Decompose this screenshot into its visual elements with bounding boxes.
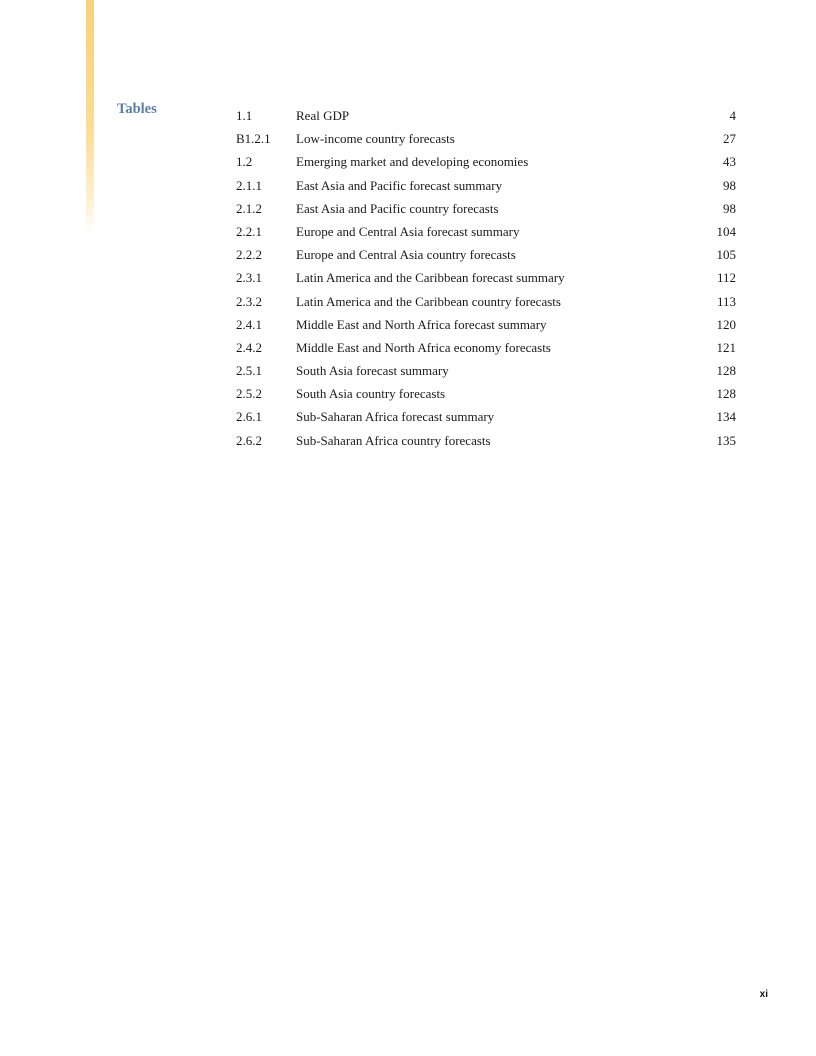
toc-entry-title: Sub-Saharan Africa forecast summary xyxy=(296,409,495,425)
toc-entry[interactable] xyxy=(236,127,736,150)
toc-entry-title: Low-income country forecasts xyxy=(296,131,455,147)
page-number: xi xyxy=(759,989,768,1000)
toc-entry[interactable] xyxy=(236,266,736,289)
toc-entry-number: B1.2.1 xyxy=(236,131,271,147)
toc-entry-page: 105 xyxy=(716,247,736,263)
toc-entry-page: 120 xyxy=(716,316,736,332)
toc-entry[interactable] xyxy=(236,313,736,336)
toc-entry-number: 2.4.1 xyxy=(236,316,262,332)
toc-entry-page: 128 xyxy=(716,363,736,379)
toc-entry-title: Emerging market and developing economies xyxy=(296,154,529,170)
toc-entry-number: 2.4.2 xyxy=(236,339,262,355)
toc-entry-number: 2.1.2 xyxy=(236,200,262,216)
toc-entry-page: 98 xyxy=(723,200,736,216)
section-heading: Tables xyxy=(117,101,157,117)
toc-entry-page: 43 xyxy=(723,154,736,170)
toc-entry-title: Latin America and the Caribbean forecast summary xyxy=(296,270,565,286)
toc-entry-number: 2.3.2 xyxy=(236,293,262,309)
toc-entry[interactable] xyxy=(236,405,736,428)
toc-entry-page: 134 xyxy=(716,409,736,425)
toc-entry-number: 1.2 xyxy=(236,154,253,170)
toc-entry[interactable] xyxy=(236,290,736,313)
toc-entry-title: East Asia and Pacific country forecasts xyxy=(296,200,499,216)
toc-entry-title: Sub-Saharan Africa country forecasts xyxy=(296,432,491,448)
toc-entry-page: 112 xyxy=(716,270,736,286)
toc-entry-title: Middle East and North Africa forecast summary xyxy=(296,316,547,332)
toc-entry[interactable] xyxy=(236,174,736,197)
toc-entry[interactable] xyxy=(236,197,736,220)
toc-entry-page: 128 xyxy=(716,386,736,402)
toc-entry-page: 135 xyxy=(716,432,736,448)
toc-entry-number: 2.1.1 xyxy=(236,177,262,193)
toc-entry[interactable] xyxy=(236,382,736,405)
toc-entry-page: 27 xyxy=(723,131,736,147)
toc-entry-page: 98 xyxy=(723,177,736,193)
toc-entry[interactable] xyxy=(236,336,736,359)
toc-entry-page: 4 xyxy=(729,108,736,123)
toc-entry-title: Middle East and North Africa economy forecasts xyxy=(296,339,551,355)
toc-entry[interactable] xyxy=(236,150,736,173)
toc-entry-number: 2.6.2 xyxy=(236,432,262,448)
toc-entry-number: 1.1 xyxy=(236,108,253,123)
toc-entry-number: 2.6.1 xyxy=(236,409,262,425)
toc-entry-number: 2.2.1 xyxy=(236,223,262,239)
toc-entry-title: Europe and Central Asia forecast summary xyxy=(296,223,520,239)
toc-entry-title: Latin America and the Caribbean country forecasts xyxy=(296,293,561,309)
toc-entry-title: Europe and Central Asia country forecasts xyxy=(296,247,516,263)
toc-entry-title: Real GDP xyxy=(296,108,350,123)
toc-entry-page: 113 xyxy=(716,293,736,309)
toc-entry-number: 2.2.2 xyxy=(236,247,262,263)
toc-entry[interactable] xyxy=(236,359,736,382)
toc-entry-title: East Asia and Pacific forecast summary xyxy=(296,177,503,193)
toc-entry-title: South Asia country forecasts xyxy=(296,386,446,402)
toc-entry-page: 121 xyxy=(716,339,736,355)
toc-entry-number: 2.3.1 xyxy=(236,270,262,286)
table-of-contents xyxy=(236,104,736,452)
accent-bar xyxy=(86,0,94,235)
toc-entry-title: South Asia forecast summary xyxy=(296,363,449,379)
toc-entry-number: 2.5.2 xyxy=(236,386,262,402)
toc-entry-number: 2.5.1 xyxy=(236,363,262,379)
toc-entry-page: 104 xyxy=(716,223,736,239)
toc-entry[interactable] xyxy=(236,220,736,243)
toc-entry[interactable] xyxy=(236,243,736,266)
toc-entry[interactable] xyxy=(236,429,736,452)
toc-entry[interactable] xyxy=(236,104,736,127)
